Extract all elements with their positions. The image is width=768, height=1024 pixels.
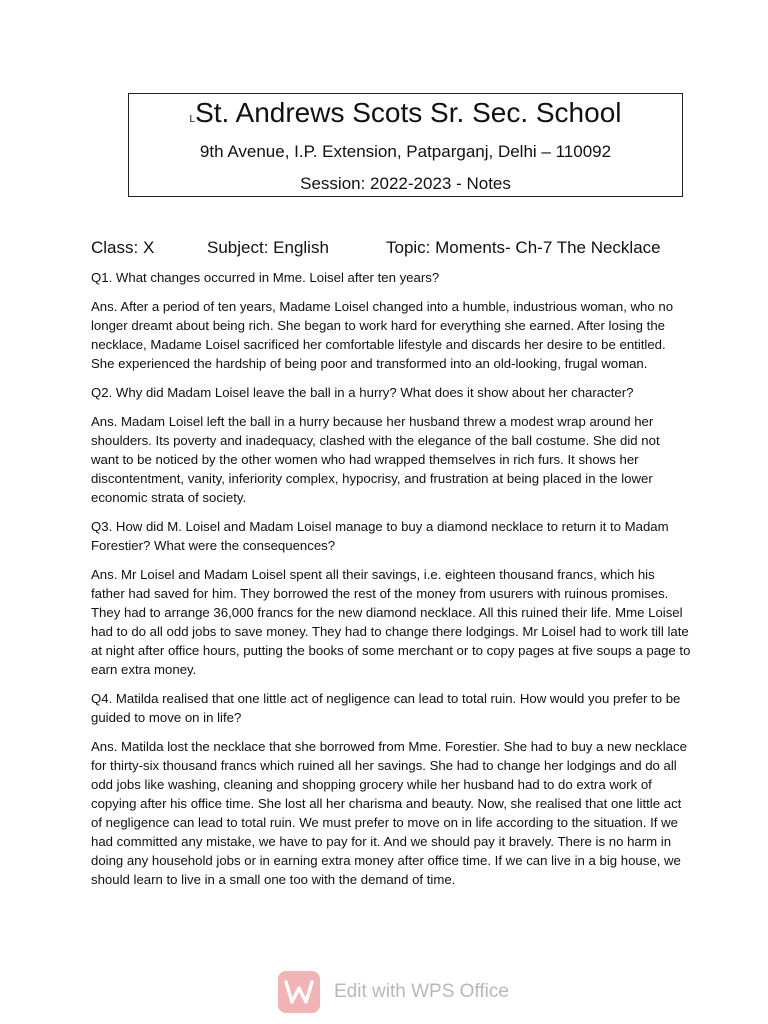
answer-1: Ans. After a period of ten years, Madame Loisel changed into a humble, industrious woman, who no longer dreamt about being rich. She began to work hard for everything she earned. After losing the necklace, Madame Loisel sacrificed her comfortable lifestyle and discards her desire to be entitled. She experienced the hardship of being poor and transformed into an old-looking, frugal woman. <box>91 299 674 371</box>
answer-3: Ans. Mr Loisel and Madam Loisel spent all their savings, i.e. eighteen thousand francs, which his father had saved for him. They borrowed the rest of the money from usurers with ruinous promises. They had to arrange 36,000 francs for the new diamond necklace. All this ruined their life. Mme Loisel had to do all odd jobs to save money. They had to change there lodgings. Mr Loisel had to work till late at night after office hours, putting the books of some merchant or to copy pages at five soups a page to earn extra money. <box>91 567 691 677</box>
school-address: 9th Avenue, I.P. Extension, Patparganj, Delhi – 110092 <box>199 142 612 161</box>
school-name: St. Andrews Scots Sr. Sec. School <box>195 97 622 128</box>
notes-content <box>91 268 691 899</box>
school-header-box <box>128 93 683 197</box>
wps-watermark[interactable] <box>278 970 509 1014</box>
school-prefix: L <box>189 114 196 125</box>
school-name-line <box>129 96 682 137</box>
question-2: Q2. Why did Madam Loisel leave the ball in a hurry? What does it show about her character? <box>91 385 634 400</box>
session-line: Session: 2022-2023 - Notes <box>300 174 511 193</box>
topic-label: Topic: Moments- Ch-7 The Necklace <box>386 238 661 257</box>
answer-2: Ans. Madam Loisel left the ball in a hurry because her husband threw a modest wrap around her shoulders. Its poverty and inadequacy, clashed with the elegance of the ball costume. She did not want to be noticed by the other women who had wrapped themselves in rich furs. It shows her discontentment, vanity, inferiority complex, hypocrisy, and frustration at being placed in the lower economic strata of society. <box>91 414 660 505</box>
wps-logo-icon <box>278 971 320 1013</box>
wps-edit-text: Edit with WPS Office <box>334 981 509 1002</box>
class-label: Class: X <box>91 238 155 257</box>
answer-4: Ans. Matilda lost the necklace that she borrowed from Mme. Forestier. She had to buy a new necklace for thirty-six thousand francs which ruined all her savings. She had to change her lodgings and do all odd jobs like washing, cleaning and shopping grocery while her husband had to do extra work of copying after his office time. She lost all her charisma and beauty. Now, she realised that one little act of negligence can lead to total ruin. We must prefer to move on in life according to the situation. If we had committed any mistake, we have to pay for it. And we should pay it bravely. There is no harm in doing any household jobs or in earning extra money after office time. If we can live in a big house, we should learn to live in a small one too with the demand of time. <box>91 739 687 887</box>
question-4: Q4. Matilda realised that one little act of negligence can lead to total ruin. How would you prefer to be guided to move on in life? <box>91 691 681 725</box>
subject-label: Subject: English <box>207 238 329 257</box>
question-3: Q3. How did M. Loisel and Madam Loisel manage to buy a diamond necklace to return it to Madam Forestier? What were the consequences? <box>91 519 669 553</box>
question-1: Q1. What changes occurred in Mme. Loisel after ten years? <box>91 270 440 285</box>
